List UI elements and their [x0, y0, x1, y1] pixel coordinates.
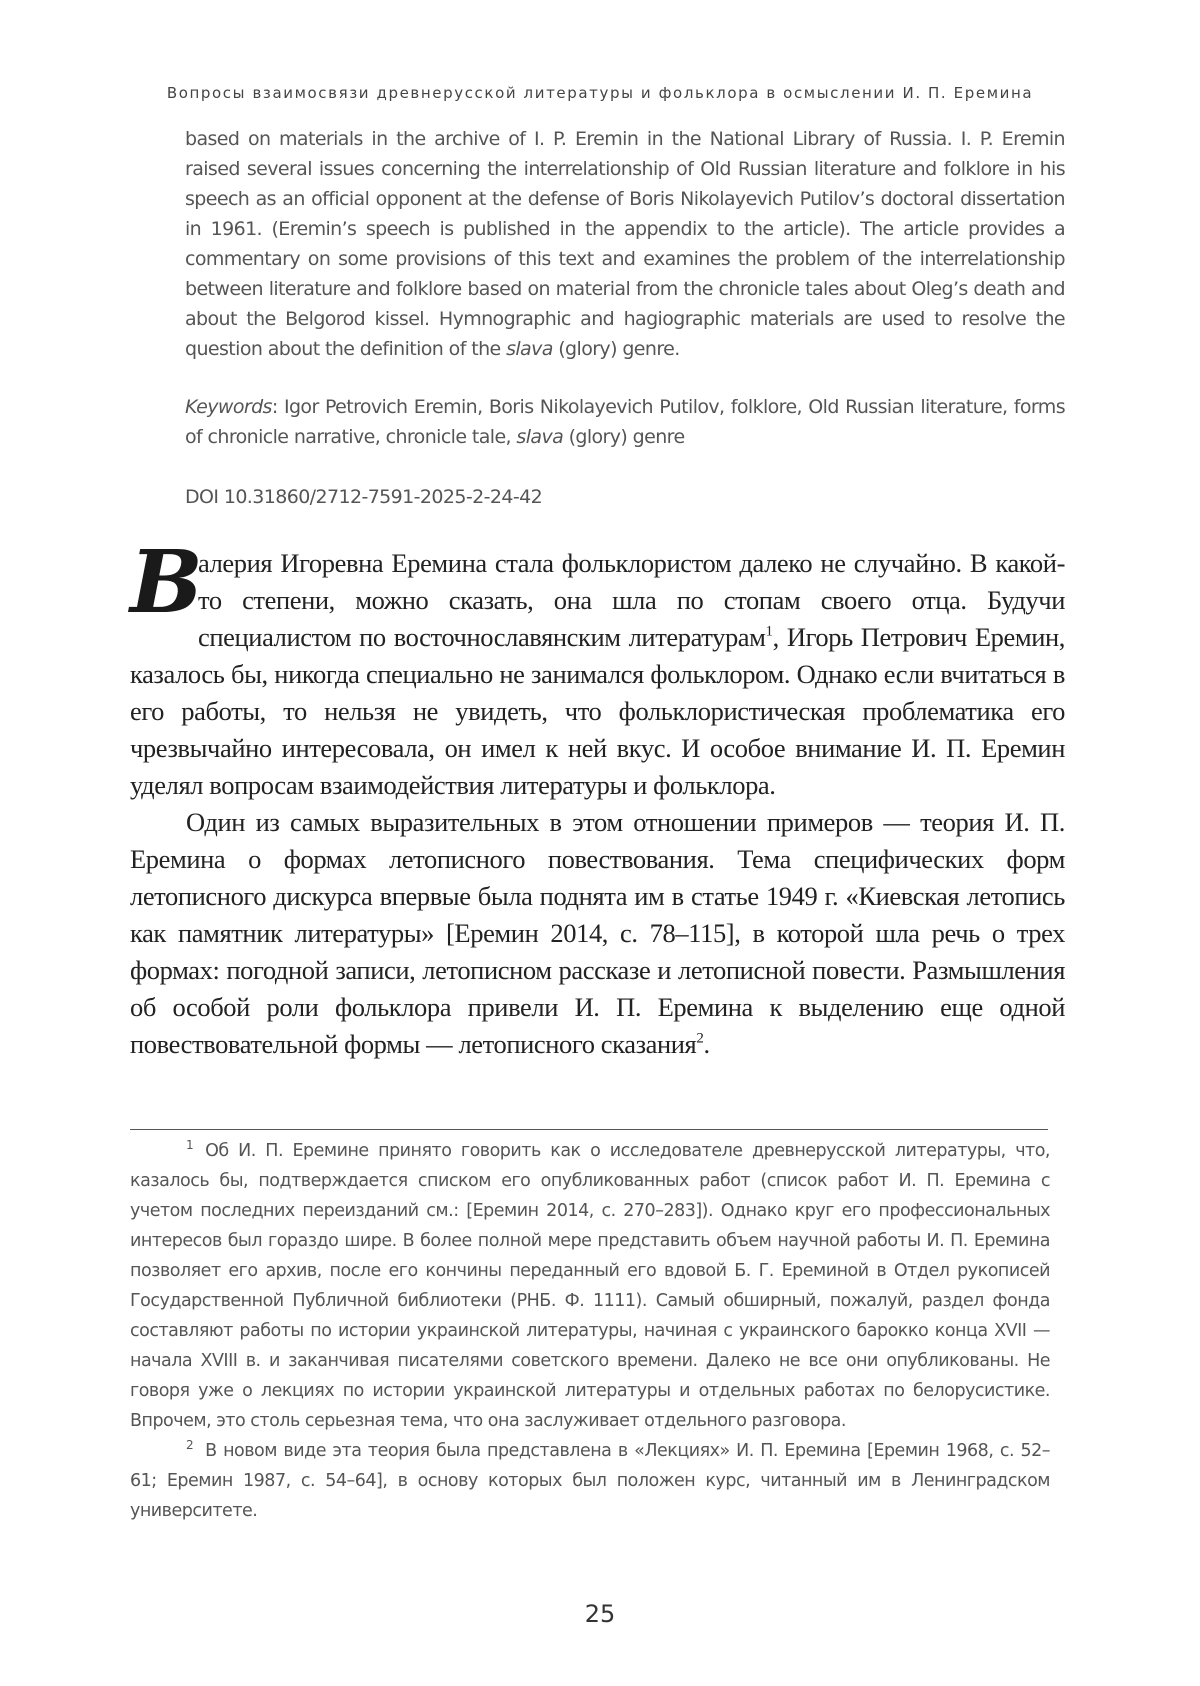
footnote-1: [130, 1136, 1050, 1436]
drop-cap: В: [130, 547, 192, 621]
page-number: 25: [0, 1600, 1200, 1628]
keywords-paragraph: [185, 392, 1065, 452]
body-p2-part-a: Один из самых выразительных в этом отношении примеров — теория И. П. Еремина о формах летописного повествования. Тема специфических форм летописного дискурса впервые была поднята им в статье 1949 г. «Киевская летопись как памятник литературы» [Еремин 2014, с. 78–115], в которой шла речь о трех формах: погодной записи, летописном рассказе и летописной повести. Размышления об особой роли фольклора привели И. П. Еремина к выделению еще одной повествовательной формы — летописного сказания: [130, 807, 1065, 1059]
body-paragraph-1: [130, 545, 1065, 804]
document-page: [0, 0, 1200, 1686]
footnote-ref-2[interactable]: 2: [696, 1031, 703, 1047]
body-paragraph-2: [130, 804, 1065, 1063]
footnote-2: [130, 1436, 1050, 1526]
footnote-number-2: 2: [186, 1438, 193, 1452]
abstract-tail: (glory) genre.: [553, 338, 680, 360]
running-head: Вопросы взаимосвязи древнерусской литературы и фольклора в осмыслении И. П. Еремина: [130, 84, 1070, 102]
footnote-text-2: В новом виде эта теория была представлена в «Лекциях» И. П. Еремина [Еремин 1968, с. 52–61; Еремин 1987, с. 54–64], в основу которых был положен курс, читанный им в Ленинградском университете.: [130, 1441, 1050, 1521]
footnotes: [130, 1136, 1050, 1526]
footnote-ref-1[interactable]: 1: [766, 624, 773, 640]
body-p2-part-b: .: [703, 1029, 709, 1059]
main-text: [130, 545, 1065, 1063]
body-p1-part-b: , Игорь Петрович Еремин, казалось бы, никогда специально не занимался фольклором. Однако если вчитаться в его работы, то нельзя не увидеть, что фольклористическая проблематика его чрезвычайно интересовала, он имел к ней вкус. И особое внимание И. П. Еремин уделял вопросам взаимодействия литературы и фольклора.: [130, 622, 1065, 800]
footnote-number-1: 1: [186, 1138, 193, 1152]
keywords-text-1: : Igor Petrovich Eremin, Boris Nikolayevich Putilov, folklore, Old Russian literature, forms of chronicle narrative, chronicle tale,: [185, 396, 1065, 448]
body-p1-part-a: алерия Игоревна Еремина стала фольклористом далеко не случайно. В какой-то степени, можно сказать, она шла по стопам своего отца. Будучи специалистом по восточнославянским литературам: [198, 548, 1065, 652]
doi: DOI 10.31860/2712-7591-2025-2-24-42: [185, 482, 1065, 512]
abstract-text: based on materials in the archive of I. P. Eremin in the National Library of Russia. I. P. Eremin raised several issues concerning the interrelationship of Old Russian literature and folklore in his speech as an official opponent at the defense of Boris Nikolayevich Putilov’s doctoral dissertation in 1961. (Eremin’s speech is published in the appendix to the article). The article provides a commentary on some provisions of this text and examines the problem of the interrelationship between literature and folklore based on material from the chronicle tales about Oleg’s death and about the Belgorod kissel. Hymnographic and hagiographic materials are used to resolve the question about the definition of the: [185, 128, 1065, 360]
footnote-text-1: Об И. П. Еремине принято говорить как о исследователе древнерусской литературы, что, казалось бы, подтверждается списком его опубликованных работ (список работ И. П. Еремина с учетом последних переизданий см.: [Еремин 2014, с. 270–283]). Однако круг его профессиональных интересов был гораздо шире. В более полной мере представить объем научной работы И. П. Еремина позволяет его архив, после его кончины переданный его вдовой Б. Г. Ереминой в Отдел рукописей Государственной Публичной библиотеки (РНБ. Ф. 1111). Самый обширный, пожалуй, раздел фонда составляют работы по истории украинской литературы, начиная с украинского барокко конца XVII — начала XVIII в. и заканчивая писателями советского времени. Далеко не все они опубликованы. Не говоря уже о лекциях по истории украинской литературы и отдельных работах по белорусистике. Впрочем, это столь серьезная тема, что она заслуживает отдельного разговора.: [130, 1141, 1050, 1431]
keywords-italic-term: slava: [516, 426, 563, 448]
footnote-separator: [130, 1129, 1048, 1130]
abstract-paragraph: [185, 124, 1065, 364]
keywords-text-2: (glory) genre: [563, 426, 684, 448]
keywords-label: Keywords: [185, 396, 272, 418]
abstract-italic-term: slava: [506, 338, 553, 360]
